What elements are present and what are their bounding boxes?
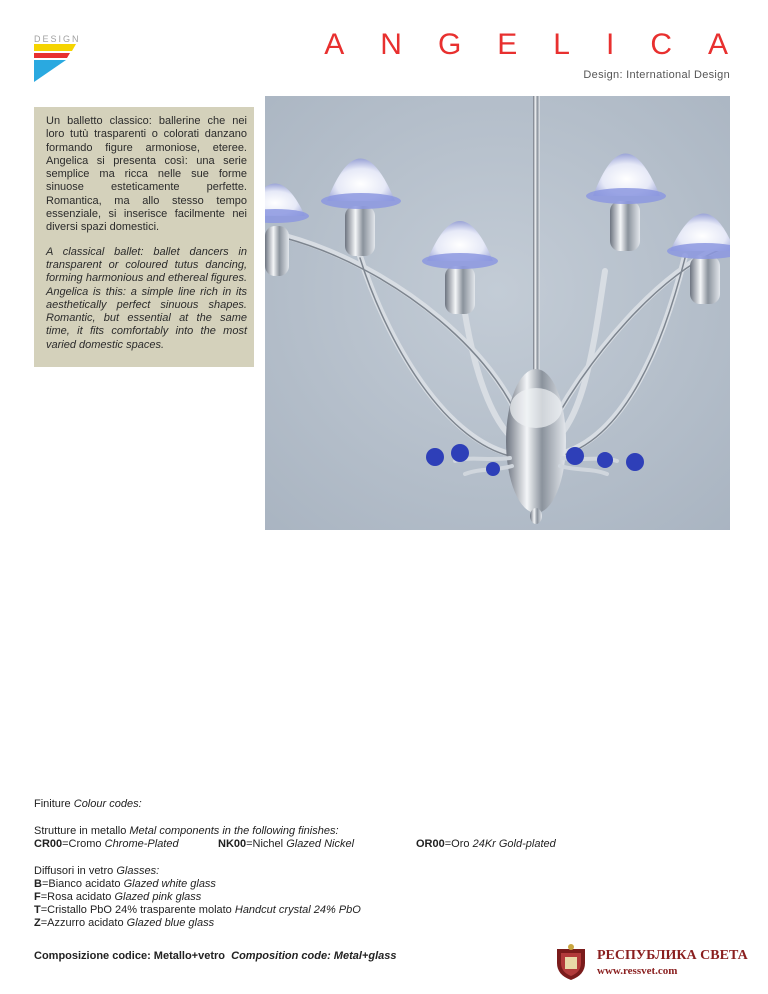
colour-codes-heading xyxy=(34,798,734,811)
description-italian: Un balletto classico: ballerine che nei loro tutù trasparenti o colorati danzano formando figure armoniose, eteree. Angelica si presenta così: una serie semplice ma ricca nelle sue forme sinuose esteticamente perfette. Romantica, ma allo stesso tempo essenziale, si inserisce facilmente nei diversi spazi domestici. xyxy=(46,115,247,234)
logo-stripes-icon xyxy=(34,44,76,84)
brand-name: РЕСПУБЛИКА СВЕТА xyxy=(597,948,748,963)
glass-heading xyxy=(34,865,734,878)
glass-heading-it: Diffusori in vetro xyxy=(34,865,114,877)
product-title: ANGELICA xyxy=(324,28,764,61)
description-box xyxy=(34,107,254,367)
metal-heading-en: Metal components in the following finishes: xyxy=(129,825,339,837)
composition-it: Composizione codice: Metallo+vetro xyxy=(34,950,226,962)
metal-finish-item: NK00=Nichel Glazed Nickel xyxy=(218,838,355,850)
metal-finish-item: CR00=Cromo Chrome-Plated xyxy=(34,838,179,850)
metal-finishes xyxy=(34,838,734,851)
crest-icon xyxy=(553,943,589,981)
description-english: A classical ballet: ballet dancers in transparent or coloured tutus dancing, forming harmonious and ethereal figures. Angelica is this: a simple line rich in its aesthetically perfect sinuous shapes. Romantic, but essential at the same time, it fits comfortably into the most varied domestic spaces. xyxy=(46,245,247,351)
ressvet-brand[interactable] xyxy=(547,943,757,983)
glass-finish-item: T=Cristallo PbO 24% trasparente molato Handcut crystal 24% PbO xyxy=(34,904,361,916)
composition-code xyxy=(34,950,396,962)
glass-finish-item: Z=Azzurro acidato Glazed blue glass xyxy=(34,917,215,929)
designer-credit: Design: International Design xyxy=(583,69,730,81)
metal-finish-item: OR00=Oro 24Kr Gold-plated xyxy=(416,838,556,850)
glass-heading-en: Glasses: xyxy=(116,865,160,877)
product-photo xyxy=(265,96,730,530)
design-logo xyxy=(34,34,81,84)
composition-en: Composition code: Metal+glass xyxy=(231,950,397,962)
colour-codes-en: Colour codes: xyxy=(73,798,142,810)
glass-finish-item: F=Rosa acidato Glazed pink glass xyxy=(34,891,202,903)
metal-heading-it: Strutture in metallo xyxy=(34,825,127,837)
logo-word: DESIGN xyxy=(34,34,81,44)
colour-codes-it: Finiture xyxy=(34,798,71,810)
specifications xyxy=(34,798,734,930)
glass-finish-item: B=Bianco acidato Glazed white glass xyxy=(34,878,216,890)
brand-url[interactable]: www.ressvet.com xyxy=(597,965,678,977)
metal-heading xyxy=(34,825,734,838)
